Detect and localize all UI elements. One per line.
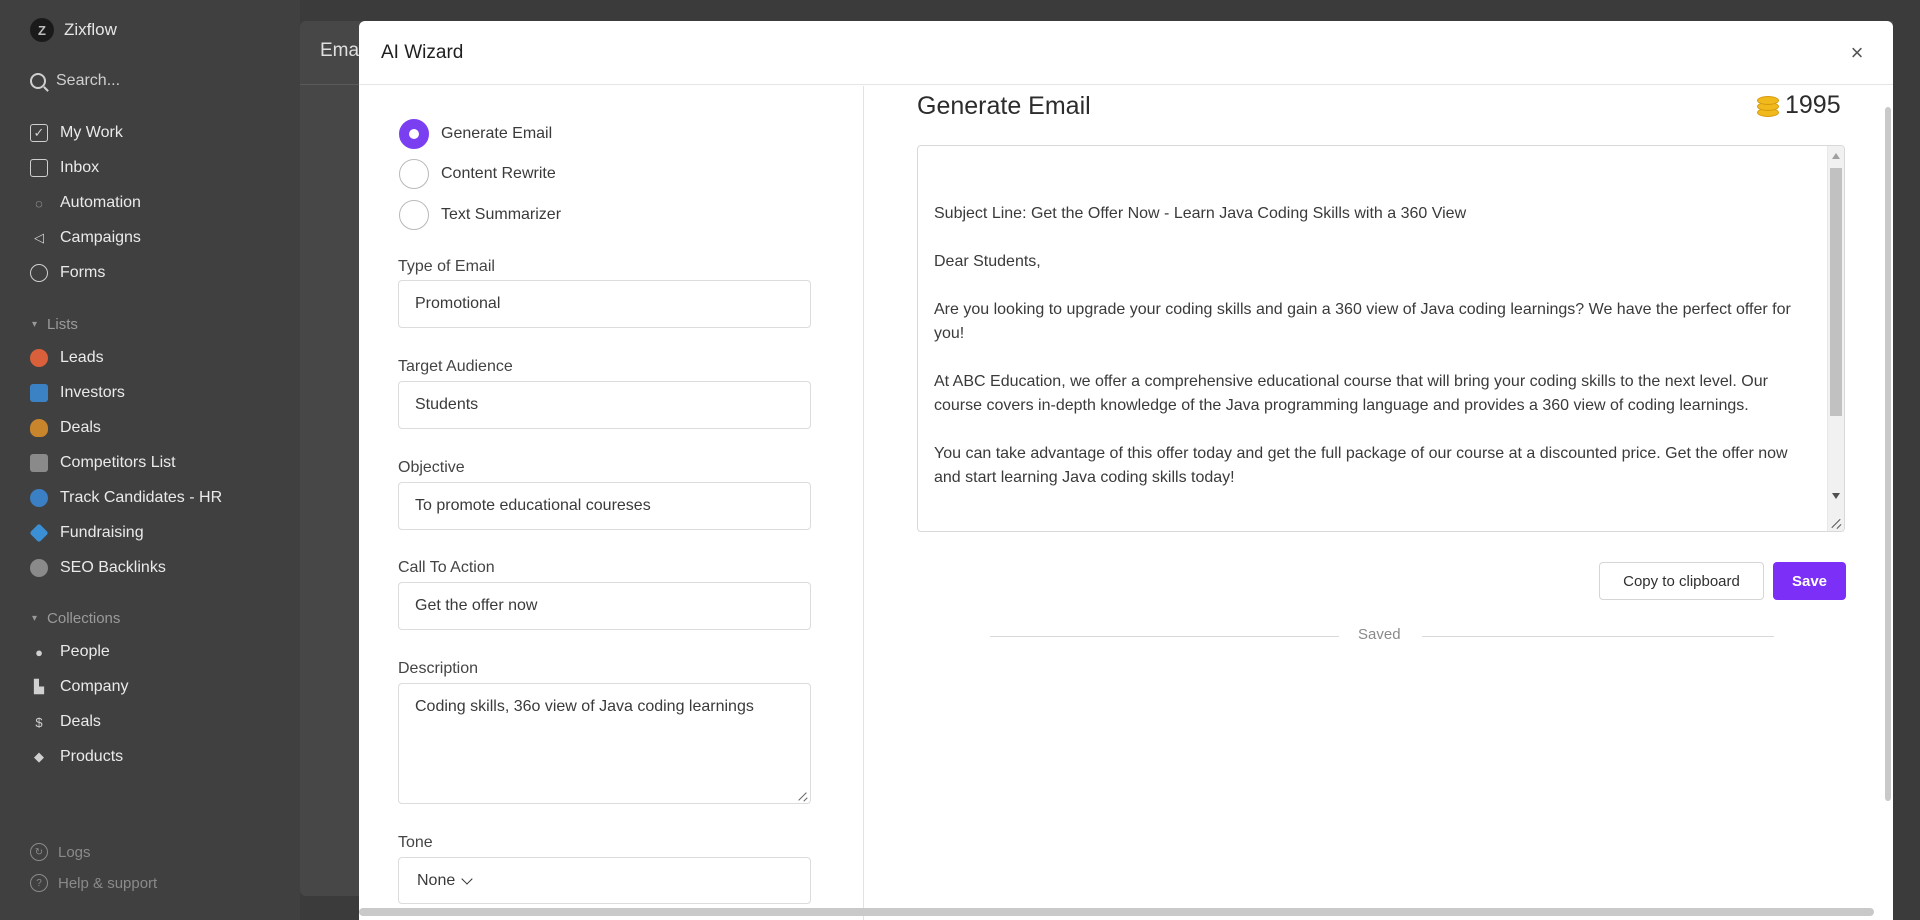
moneybag-icon (30, 419, 48, 437)
chevron-down-icon: ▾ (32, 319, 38, 330)
field-value: Promotional (415, 295, 501, 312)
coins-icon (1757, 94, 1779, 118)
sidebar-item-people[interactable] (30, 643, 110, 661)
credits-value: 1995 (1785, 91, 1841, 119)
background-panel-title: Ema (320, 40, 360, 61)
sidebar-item-label: SEO Backlinks (60, 559, 166, 576)
sidebar-search[interactable] (30, 72, 120, 90)
tone-select[interactable] (398, 857, 811, 904)
sidebar-item-label: Forms (60, 264, 106, 281)
sidebar-item-label: Help & support (58, 874, 158, 892)
sidebar-item-logs[interactable] (30, 843, 91, 861)
link-icon (30, 559, 48, 577)
megaphone-icon: ◁ (34, 230, 44, 245)
inbox-icon (30, 159, 48, 177)
mode-label: Content Rewrite (441, 165, 556, 182)
app-sidebar (0, 0, 300, 920)
chevron-down-icon: ▾ (32, 613, 38, 624)
help-icon: ? (30, 874, 48, 892)
call-to-action-field[interactable] (398, 582, 811, 630)
objective-label: Objective (398, 459, 465, 476)
close-icon: × (1850, 40, 1864, 65)
sidebar-item-label: People (60, 643, 110, 660)
target-icon (30, 349, 48, 367)
field-value: Get the offer now (415, 597, 538, 614)
sidebar-item-investors[interactable] (30, 384, 125, 402)
resize-handle-icon[interactable] (799, 792, 808, 801)
bar-chart-icon (30, 454, 48, 472)
save-button[interactable]: Save (1773, 562, 1846, 600)
brand-name: Zixflow (64, 20, 117, 39)
output-title: Generate Email (917, 92, 1091, 120)
collections-heading: Collections (47, 610, 121, 627)
magnifier-icon (30, 489, 48, 507)
tone-value: None (417, 871, 456, 889)
mode-generate-email[interactable] (399, 119, 552, 149)
wizard-form-pane (359, 86, 864, 920)
credits-balance (1757, 91, 1841, 120)
radio-unchecked[interactable] (399, 200, 429, 230)
sidebar-item-forms[interactable] (30, 264, 105, 282)
sidebar-item-competitors-list[interactable] (30, 454, 176, 472)
checkbox-icon: ✓ (30, 124, 48, 142)
target-audience-field[interactable] (398, 381, 811, 429)
sidebar-item-label: My Work (60, 124, 123, 141)
ai-wizard-modal (359, 21, 1893, 920)
call-to-action-label: Call To Action (398, 559, 495, 576)
lists-section-toggle[interactable] (32, 316, 78, 333)
email-body: Subject Line: Get the Offer Now - Learn Java Coding Skills with a 360 View Dear Students, Are you looking to upgrade your coding skills and gain a 360 view of Java coding learnings? We have the perfect offer for you! At ABC Education, we offer a comprehensive educational course that will bring your coding skills to the next level. Our course covers in-depth knowledge of the Java programming language and provides a 360 view of coding learnings. You can take advantage of this offer today and get the full package of our course at a discounted price. Get the offer now and start learning Java coding skills today! (934, 205, 1791, 486)
target-audience-label: Target Audience (398, 358, 513, 375)
field-value: Coding skills, 36o view of Java coding learnings (415, 698, 754, 715)
generated-email-textarea[interactable] (917, 145, 1845, 532)
sidebar-item-label: Investors (60, 384, 125, 401)
type-of-email-field[interactable] (398, 280, 811, 328)
sidebar-item-automation[interactable] (30, 194, 141, 212)
sidebar-item-label: Logs (58, 843, 91, 861)
copy-to-clipboard-button[interactable]: Copy to clipboard (1599, 562, 1764, 600)
lists-heading: Lists (47, 316, 78, 333)
zixflow-logo-icon: Z (30, 18, 54, 42)
search-placeholder: Search... (56, 72, 121, 89)
sidebar-item-products[interactable] (30, 748, 123, 766)
sidebar-item-label: Fundraising (60, 524, 144, 541)
sidebar-item-label: Competitors List (60, 454, 176, 471)
modal-vertical-scrollbar[interactable] (1885, 107, 1891, 801)
field-value: Students (415, 396, 479, 413)
sidebar-item-campaigns[interactable] (30, 229, 141, 247)
objective-field[interactable] (398, 482, 811, 530)
sidebar-item-inbox[interactable] (30, 159, 99, 177)
modal-horizontal-scrollbar[interactable] (359, 908, 1874, 916)
chat-icon (30, 264, 48, 282)
sidebar-item-label: Inbox (60, 159, 100, 176)
sidebar-item-leads[interactable] (30, 349, 104, 367)
sidebar-item-seo-backlinks[interactable] (30, 559, 166, 577)
saved-status: Saved (1358, 626, 1401, 643)
sidebar-item-help[interactable] (30, 874, 157, 892)
mode-content-rewrite[interactable] (399, 159, 556, 189)
dollar-icon: $ (35, 714, 43, 730)
mode-text-summarizer[interactable] (399, 200, 561, 230)
collections-section-toggle[interactable] (32, 610, 120, 627)
sidebar-item-label: Automation (60, 194, 141, 211)
chevron-down-icon (462, 873, 473, 884)
description-label: Description (398, 660, 479, 677)
logs-icon: ↻ (30, 843, 48, 861)
modal-title: AI Wizard (381, 42, 464, 63)
resize-handle-icon[interactable] (1830, 517, 1842, 529)
cube-icon: ◆ (34, 749, 44, 764)
scroll-thumb[interactable] (1830, 168, 1842, 416)
radio-unchecked[interactable] (399, 159, 429, 189)
type-of-email-label: Type of Email (398, 258, 495, 275)
sidebar-item-fundraising[interactable] (30, 524, 144, 542)
scroll-up-icon[interactable] (1832, 153, 1840, 159)
mode-label: Generate Email (441, 125, 553, 142)
sidebar-item-label: Deals (60, 419, 101, 436)
divider-left (990, 636, 1339, 637)
tone-label: Tone (398, 834, 433, 851)
email-scrollbar[interactable] (1827, 146, 1844, 531)
scroll-down-icon[interactable] (1832, 493, 1840, 499)
search-icon (30, 73, 46, 89)
sidebar-item-label: Company (60, 678, 129, 695)
field-value: To promote educational coureses (415, 497, 651, 514)
bulb-icon: ◌ (35, 195, 43, 211)
divider-right (1422, 636, 1774, 637)
sidebar-item-label: Campaigns (60, 229, 141, 246)
sidebar-item-track-candidates[interactable] (30, 489, 222, 507)
chart-icon (30, 384, 48, 402)
modal-header (359, 21, 1893, 85)
sidebar-item-label: Leads (60, 349, 104, 366)
description-textarea[interactable] (398, 683, 811, 804)
background-edge (1893, 0, 1920, 920)
brand[interactable] (30, 18, 117, 42)
sidebar-item-company[interactable] (30, 678, 128, 696)
sidebar-item-my-work[interactable] (30, 124, 123, 142)
building-icon: ▙ (34, 679, 44, 694)
sidebar-item-label: Track Candidates - HR (60, 489, 223, 506)
sidebar-item-deals[interactable] (30, 419, 101, 437)
sidebar-item-label: Products (60, 748, 124, 765)
people-icon: ● (35, 644, 43, 660)
mode-label: Text Summarizer (441, 206, 562, 223)
close-button[interactable] (1847, 40, 1867, 65)
background-divider (300, 84, 360, 85)
diamond-icon (29, 523, 48, 542)
sidebar-item-collection-deals[interactable] (30, 713, 101, 731)
radio-checked[interactable] (399, 119, 429, 149)
sidebar-item-label: Deals (60, 713, 101, 730)
